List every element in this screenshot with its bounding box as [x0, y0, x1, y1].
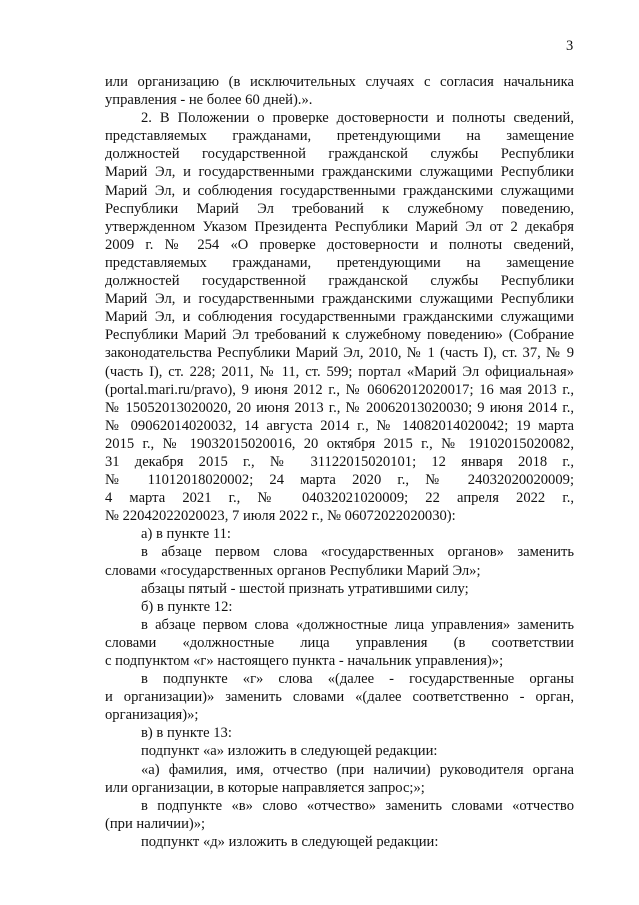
text-line: (при наличии)»;	[105, 815, 206, 832]
text-line: «а) фамилия, имя, отчество (при наличии) руководителя органа	[141, 761, 574, 778]
text-line: (часть I), ст. 228; 2011, № 11, ст. 599; портал «Марий Эл официальная»	[105, 363, 574, 380]
text-line: Марий Эл, и соблюдения государственными гражданскими служащими	[105, 309, 574, 326]
text-line: или организации, в которые направляется запрос;»;	[105, 779, 425, 796]
text-line: подпункт «д» изложить в следующей редакции:	[141, 833, 439, 850]
text-line: (portal.mari.ru/pravo), 9 июня 2012 г., № 06062012020017; 16 мая 2013 г.,	[105, 381, 574, 398]
text-line: в абзаце первом слова «должностные лица управления» заменить	[141, 616, 574, 633]
text-line: с подпунктом «г» настоящего пункта - начальник управления)»;	[105, 653, 504, 669]
text-line: законодательства Республики Марий Эл, 2010, № 1 (часть I), ст. 37, № 9	[105, 345, 574, 362]
text-line: № 15052013020020, 20 июня 2013 г., № 20062013020030; 9 июня 2014 г.,	[105, 399, 574, 416]
text-line: 4 марта 2021 г., № 04032021020009; 22 апреля 2022 г.,	[105, 490, 574, 507]
text-line: в) в пункте 13:	[141, 725, 232, 742]
text-line: б) в пункте 12:	[141, 598, 233, 615]
text-line: Марий Эл, и государственными гражданскими служащими Республики	[105, 164, 574, 181]
text-line: Марий Эл, и соблюдения государственными гражданскими служащими	[105, 182, 574, 199]
text-line: в подпункте «г» слова «(далее - государственные органы	[141, 671, 574, 688]
text-line: Марий Эл, и государственными гражданскими служащими Республики	[105, 291, 574, 308]
text-line: № 09062014020032, 14 августа 2014 г., № 14082014020042; 19 марта	[105, 417, 574, 434]
text-line: организация)»;	[105, 707, 199, 724]
text-line: № 11012018020002; 24 марта 2020 г., № 24032020020009;	[105, 472, 574, 489]
page-number: 3	[566, 38, 574, 54]
text-line: Республики Марий Эл требований к служебному поведению,	[105, 200, 574, 217]
text-line: управления - не более 60 дней).».	[105, 92, 313, 109]
text-line: 2009 г. № 254 «О проверке достоверности и полноты сведений,	[105, 236, 574, 253]
text-line: абзацы пятый - шестой признать утратившими силу;	[141, 580, 469, 597]
text-line: должностей государственной гражданской службы Республики	[105, 273, 574, 290]
text-line: 31 декабря 2015 г., № 31122015020101; 12 января 2018 г.,	[105, 453, 574, 470]
text-line: словами «государственных органов Республики Марий Эл»;	[105, 562, 481, 579]
text-line: словами «должностные лица управления (в соответствии	[105, 634, 574, 651]
text-line: и организации)» заменить словами «(далее соответственно - орган,	[105, 689, 574, 706]
text-line: или организацию (в исключительных случаях с согласия начальника	[105, 74, 574, 90]
text-line: 2015 г., № 19032015020016, 20 октября 2015 г., № 19102015020082,	[105, 435, 574, 452]
text-line: № 22042022020023, 7 июля 2022 г., № 06072022020030):	[105, 508, 456, 525]
text-line: представляемых гражданами, претендующими на замещение	[105, 254, 574, 271]
document-body	[105, 73, 574, 851]
text-line: а) в пункте 11:	[141, 526, 231, 543]
text-line: подпункт «а» изложить в следующей редакции:	[141, 743, 438, 760]
text-line: в подпункте «в» слово «отчество» заменить словами «отчество	[141, 797, 574, 814]
text-line: 2. В Положении о проверке достоверности и полноты сведений,	[141, 110, 574, 127]
text-line: Республики Марий Эл требований к служебному поведению» (Собрание	[105, 327, 574, 344]
text-line: представляемых гражданами, претендующими на замещение	[105, 128, 574, 145]
text-line: утвержденном Указом Президента Республики Марий Эл от 2 декабря	[105, 218, 574, 235]
text-line: в абзаце первом слова «государственных органов» заменить	[141, 544, 574, 561]
text-line: должностей государственной гражданской службы Республики	[105, 146, 574, 163]
